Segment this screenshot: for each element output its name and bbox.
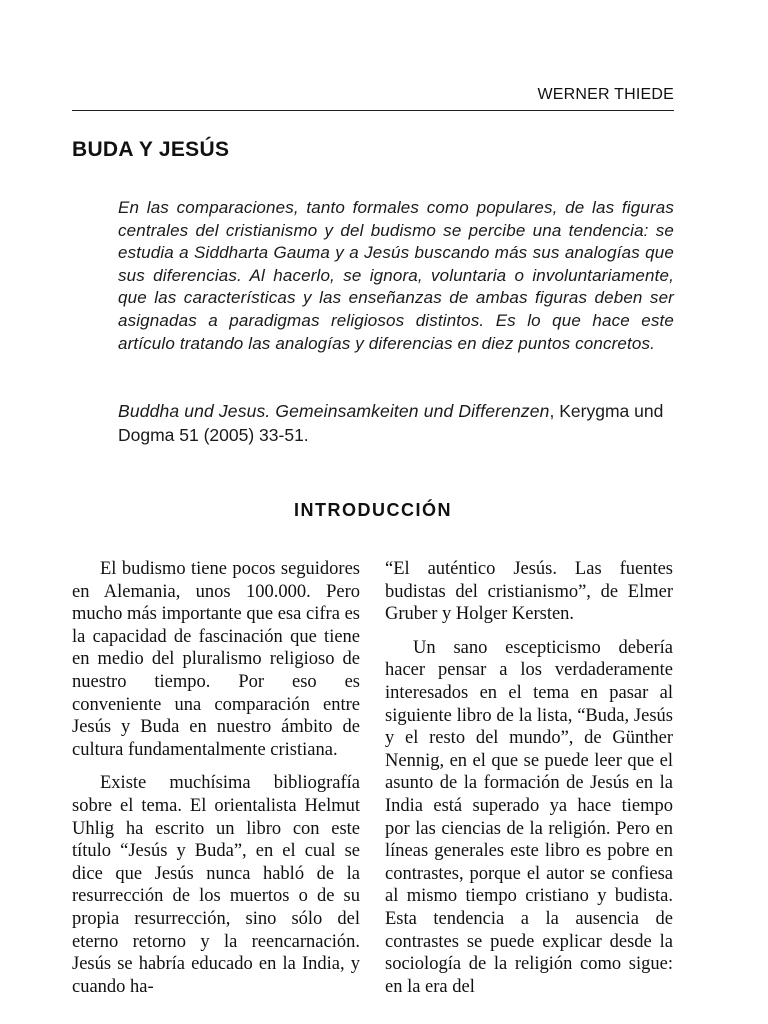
body-paragraph: Un sano escepticismo debería hacer pensar a los verdaderamente interesados en el tema en pasar al siguiente libro de la lista, “Buda, Jesús y el resto del mundo”, de Günther Nennig, en el que se puede leer que el asunto de la formación de Jesús en la India está superado ya hace tiempo por las ciencias de la religión. Pero en líneas generales este libro es pobre en contrastes, porque el autor se confiesa al mismo tiempo cristiano y budista. Esta tendencia a la ausencia de contrastes se puede explicar desde la sociología de la religión como sigue: en la era del — [385, 637, 673, 997]
body-paragraph-continued: “El auténtico Jesús. Las fuentes budistas del cristianismo”, de Elmer Gruber y Holger Kersten. — [385, 559, 673, 625]
body-paragraph: El budismo tiene pocos seguidores en Alemania, unos 100.000. Pero mucho más importante que esa cifra es la capacidad de fascinación que tiene en medio del pluralismo religioso de nuestro tiempo. Por eso es conveniente una comparación entre Jesús y Buda en nuestro ámbito de cultura fundamentalmente cristiana. — [72, 559, 360, 760]
body-column-left — [72, 558, 360, 1009]
section-heading: INTRODUCCIÓN — [294, 500, 452, 520]
source-reference — [118, 399, 674, 447]
running-head-author: WERNER THIEDE — [537, 86, 674, 103]
source-title: Buddha und Jesus. Gemeinsamkeiten und Differenzen — [118, 401, 550, 421]
header-rule — [72, 110, 674, 111]
article-abstract: En las comparaciones, tanto formales como populares, de las figuras centrales del cristianismo y del budismo se percibe una tendencia: se estudia a Siddharta Gauma y a Jesús buscando más sus analogías que sus diferencias. Al hacerlo, se ignora, voluntaria o involuntariamente, que las características y las enseñanzas de ambas figuras deben ser asignadas a paradigmas religiosos distintos. Es lo que hace este artículo tratando las analogías y diferencias en diez puntos concretos. — [118, 198, 674, 353]
body-column-right — [385, 558, 673, 1009]
source-details: , Kerygma und Dogma 51 (2005) 33-51. — [118, 401, 664, 445]
body-paragraph: Existe muchísima bibliografía sobre el tema. El orientalista Helmut Uhlig ha escrito un libro con este título “Jesús y Buda”, en el cual se dice que Jesús nunca habló de la resurrección de los muertos o de su propia resurrección, sino sólo del eterno retorno y la reencarnación. Jesús se habría educado en la India, y cuando ha- — [72, 773, 360, 997]
article-title: BUDA Y JESÚS — [72, 138, 230, 161]
